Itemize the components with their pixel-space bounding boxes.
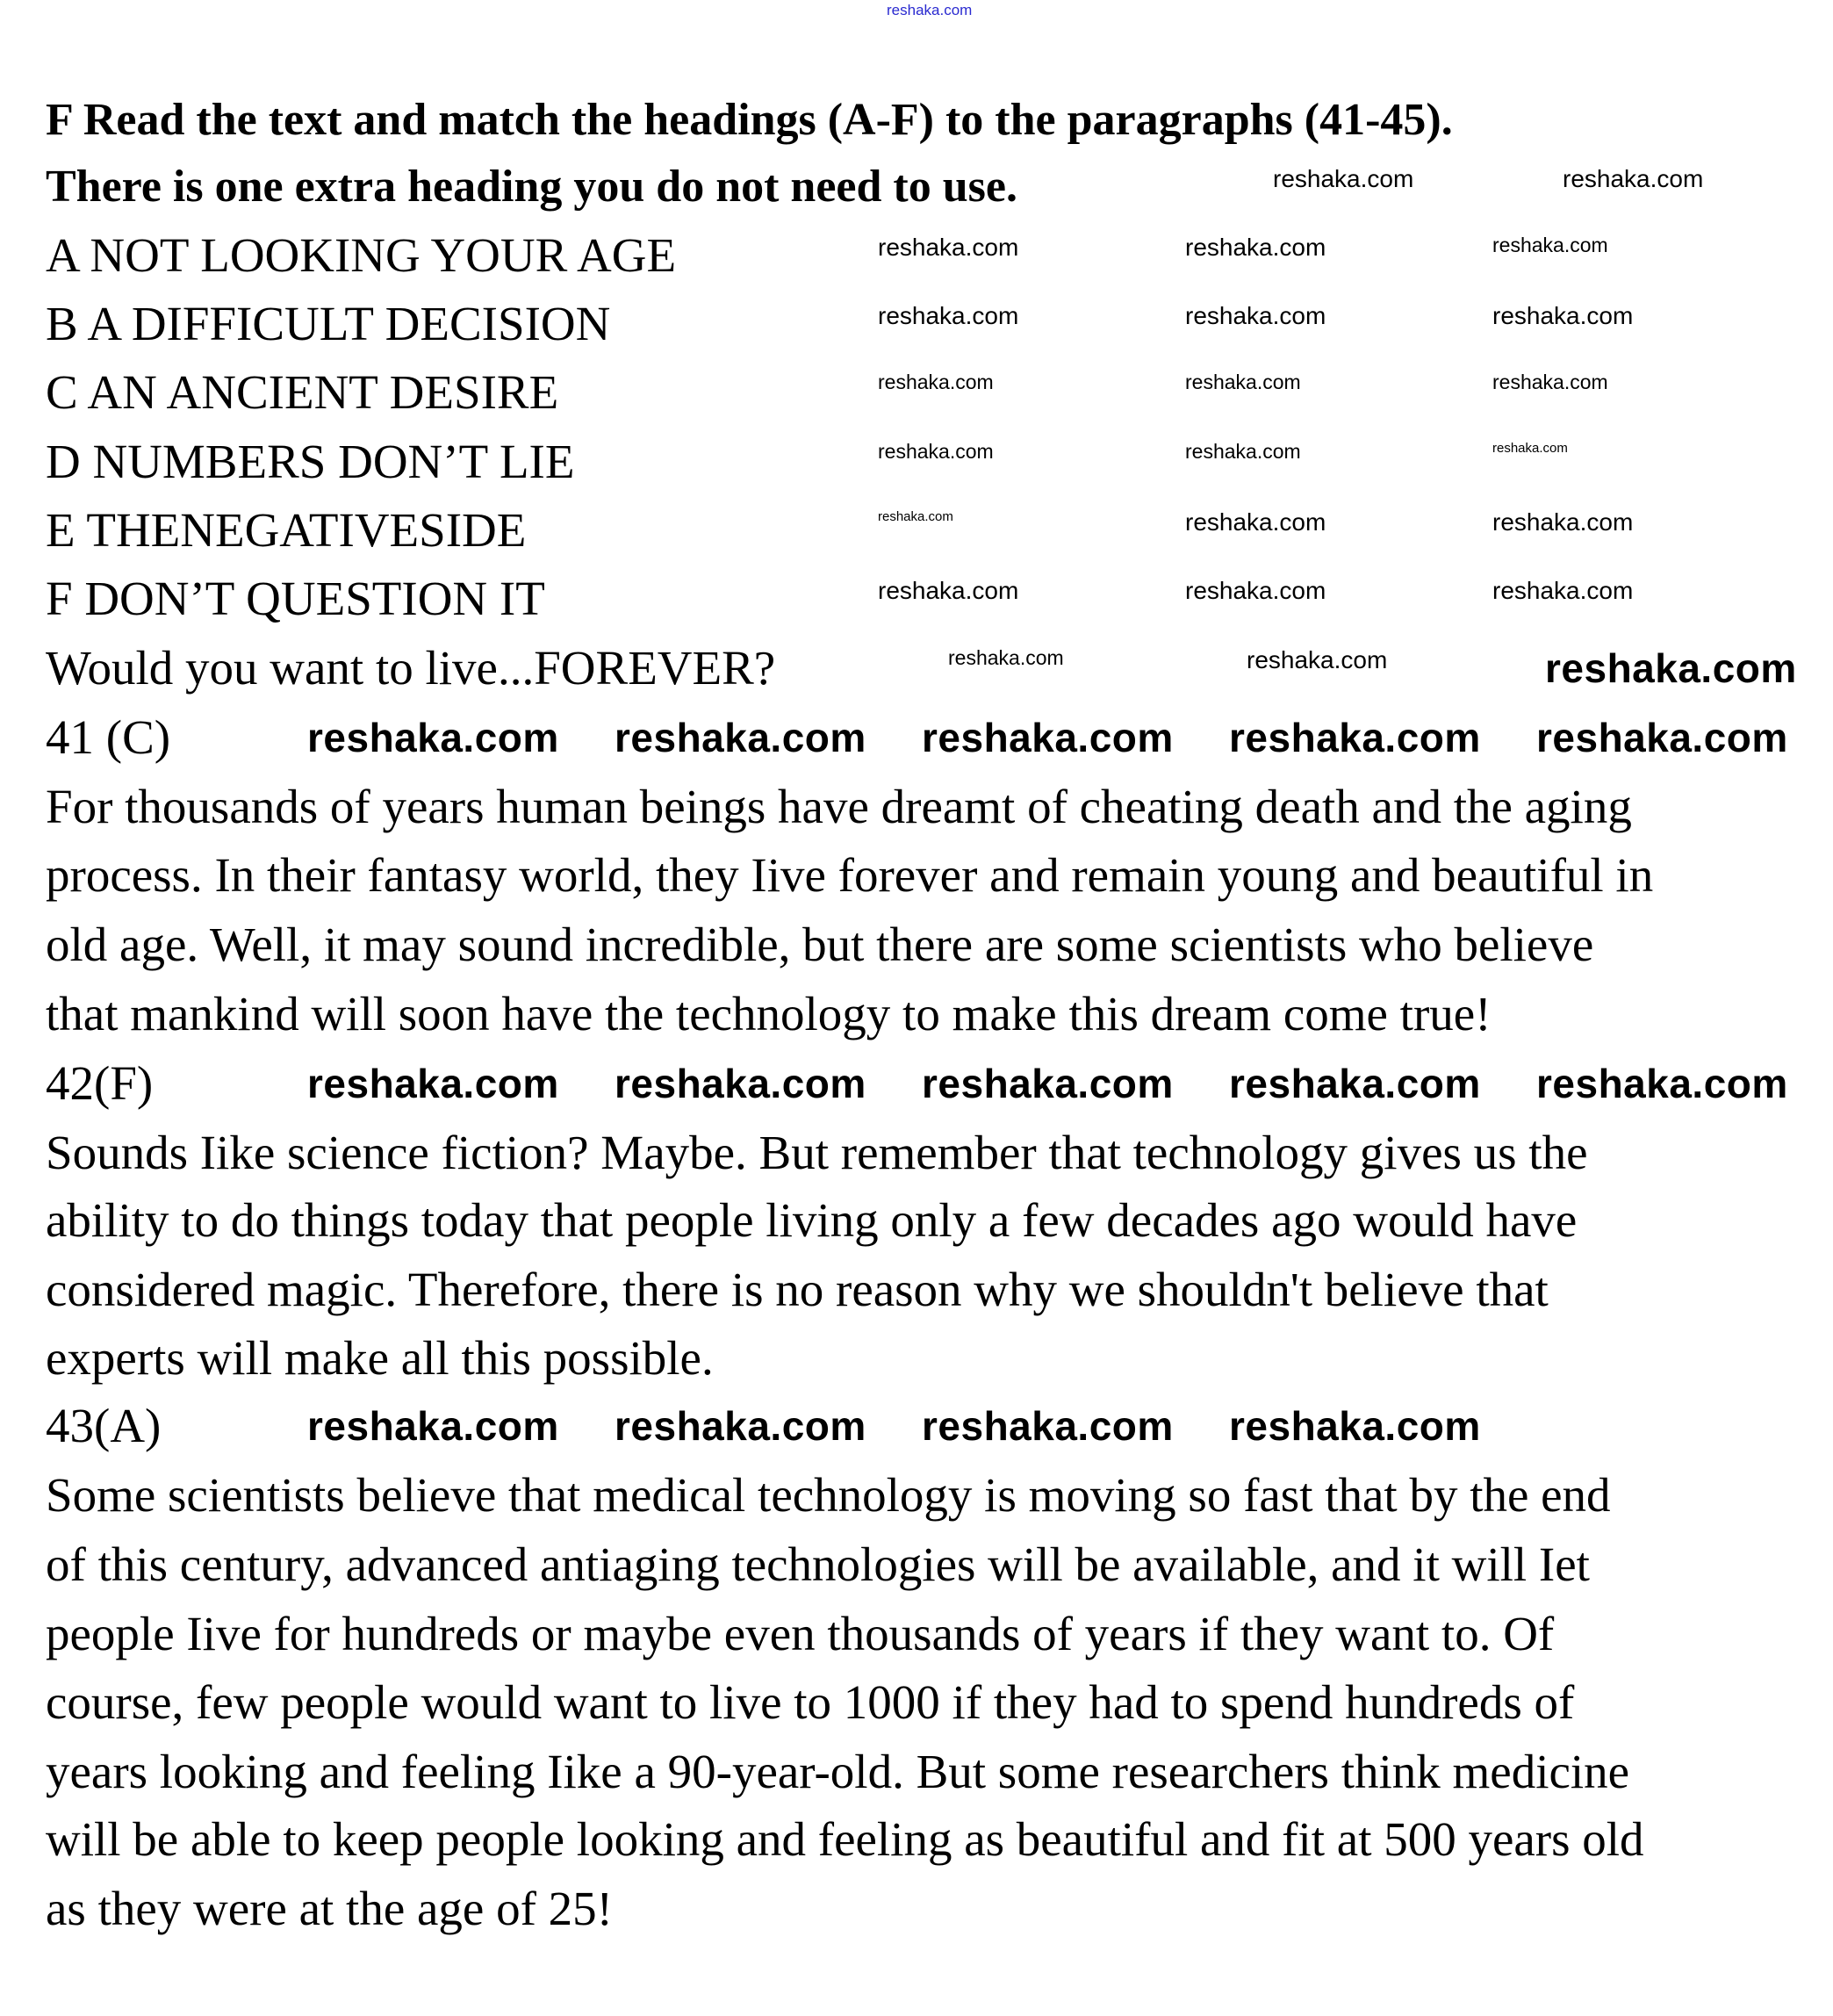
paragraph-43-line: of this century, advanced antiaging technologies will be available, and it will Iet — [46, 1537, 1590, 1591]
heading-option-e: E THENEGATIVESIDE — [46, 503, 527, 557]
watermark-text: reshaka.com — [878, 577, 1019, 604]
watermark-text: reshaka.com — [1545, 645, 1797, 691]
watermark-text: reshaka.com — [307, 1403, 559, 1449]
watermark-text: reshaka.com — [615, 1403, 866, 1449]
paragraph-43-line: years looking and feeling Iike a 90-year-old. But some researchers think medicine — [46, 1745, 1630, 1798]
instructions-line-2: There is one extra heading you do not need to use. — [46, 162, 1017, 212]
paragraph-42-label: 42(F) — [46, 1056, 154, 1110]
watermark-text: reshaka.com — [1492, 508, 1634, 536]
paragraph-41-line: that mankind will soon have the technology to make this dream come true! — [46, 987, 1492, 1040]
watermark-text: reshaka.com — [1229, 1403, 1481, 1449]
watermark-text: reshaka.com — [1229, 1061, 1481, 1106]
watermark-text: reshaka.com — [1492, 577, 1634, 604]
watermark-text: reshaka.com — [1229, 715, 1481, 760]
watermark-text: reshaka.com — [1536, 715, 1788, 760]
watermark-text: reshaka.com — [307, 715, 559, 760]
watermark-text: reshaka.com — [1247, 646, 1388, 673]
watermark-text: reshaka.com — [1563, 165, 1704, 192]
watermark-text: reshaka.com — [1536, 1061, 1788, 1106]
paragraph-43-label: 43(A) — [46, 1399, 162, 1452]
paragraph-42-line: Sounds Iike science fiction? Maybe. But remember that technology gives us the — [46, 1126, 1588, 1179]
top-site-link[interactable]: reshaka.com — [887, 2, 973, 18]
watermark-text: reshaka.com — [1492, 302, 1634, 329]
paragraph-42-line: ability to do things today that people living only a few decades ago would have — [46, 1193, 1578, 1247]
watermark-text: reshaka.com — [1492, 441, 1568, 456]
watermark-text: reshaka.com — [1185, 302, 1326, 329]
instructions-line-1: F Read the text and match the headings (A-F) to the paragraphs (41-45). — [46, 95, 1453, 145]
watermark-text: reshaka.com — [878, 302, 1019, 329]
paragraph-42-line: experts will make all this possible. — [46, 1331, 714, 1385]
watermark-text: reshaka.com — [1185, 440, 1301, 463]
watermark-text: reshaka.com — [922, 715, 1174, 760]
paragraph-43-line: people Iive for hundreds or maybe even thousands of years if they want to. Of — [46, 1607, 1555, 1660]
paragraph-41-line: old age. Well, it may sound incredible, but there are some scientists who believe — [46, 918, 1594, 971]
watermark-text: reshaka.com — [1185, 508, 1326, 536]
paragraph-41-line: process. In their fantasy world, they Iive forever and remain young and beautiful in — [46, 848, 1654, 902]
watermark-text: reshaka.com — [948, 646, 1064, 669]
heading-option-f: F DON’T QUESTION IT — [46, 572, 545, 625]
paragraph-43-line: Some scientists believe that medical technology is moving so fast that by the end — [46, 1468, 1611, 1522]
watermark-text: reshaka.com — [878, 440, 994, 463]
heading-option-c: C AN ANCIENT DESIRE — [46, 365, 559, 419]
watermark-text: reshaka.com — [878, 234, 1019, 261]
watermark-text: reshaka.com — [922, 1061, 1174, 1106]
watermark-text: reshaka.com — [1492, 234, 1608, 256]
watermark-text: reshaka.com — [1185, 371, 1301, 393]
text-title: Would you want to live...FOREVER? — [46, 641, 776, 695]
paragraph-41-line: For thousands of years human beings have dreamt of cheating death and the aging — [46, 780, 1632, 833]
watermark-text: reshaka.com — [1185, 234, 1326, 261]
watermark-text: reshaka.com — [922, 1403, 1174, 1449]
heading-option-a: A NOT LOOKING YOUR AGE — [46, 228, 677, 282]
heading-option-b: B A DIFFICULT DECISION — [46, 297, 611, 350]
paragraph-43-line: as they were at the age of 25! — [46, 1882, 613, 1935]
watermark-text: reshaka.com — [615, 715, 866, 760]
watermark-text: reshaka.com — [1492, 371, 1608, 393]
paragraph-43-line: will be able to keep people looking and feeling as beautiful and fit at 500 years old — [46, 1812, 1644, 1866]
watermark-text: reshaka.com — [1273, 165, 1414, 192]
watermark-text: reshaka.com — [615, 1061, 866, 1106]
paragraph-42-line: considered magic. Therefore, there is no reason why we shouldn't believe that — [46, 1263, 1549, 1316]
paragraph-43-line: course, few people would want to live to 1000 if they had to spend hundreds of — [46, 1675, 1575, 1729]
paragraph-41-label: 41 (C) — [46, 710, 171, 764]
heading-option-d: D NUMBERS DON’T LIE — [46, 435, 575, 488]
watermark-text: reshaka.com — [1185, 577, 1326, 604]
watermark-text: reshaka.com — [878, 371, 994, 393]
watermark-text: reshaka.com — [878, 509, 953, 524]
watermark-text: reshaka.com — [307, 1061, 559, 1106]
